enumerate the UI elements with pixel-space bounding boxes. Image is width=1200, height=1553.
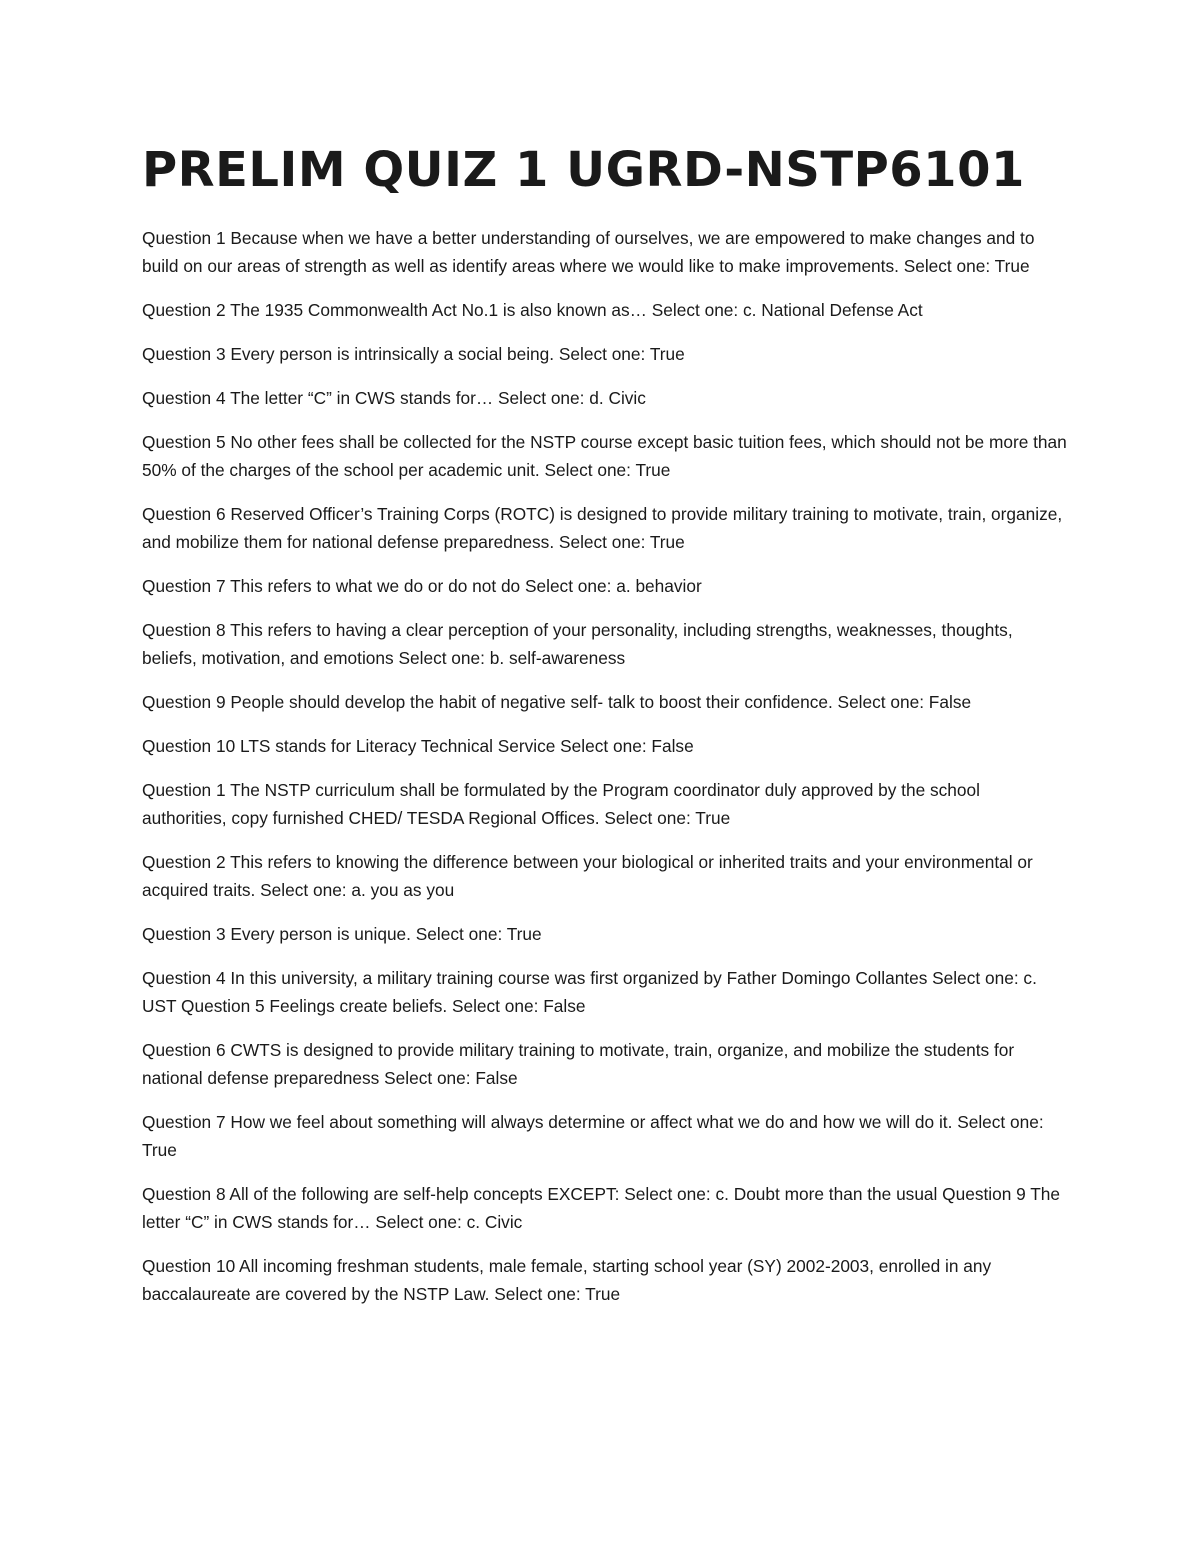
question-paragraph: Question 2 The 1935 Commonwealth Act No.1 is also known as… Select one: c. National Defense Act xyxy=(142,300,923,320)
question-paragraph: Question 9 People should develop the habit of negative self- talk to boost their confidence. Select one: False xyxy=(142,692,972,712)
question-paragraph: Question 7 How we feel about something will always determine or affect what we do and how we will do it. Select one: True xyxy=(142,1112,1044,1160)
question-paragraph: Question 1 Because when we have a better understanding of ourselves, we are empowered to make changes and to build on our areas of strength as well as identify areas where we would like to make improvements. Select one: True xyxy=(142,228,1035,276)
question-paragraph: Question 10 All incoming freshman students, male female, starting school year (SY) 2002-2003, enrolled in any baccalaureate are covered by the NSTP Law. Select one: True xyxy=(142,1256,992,1304)
question-paragraph: Question 2 This refers to knowing the difference between your biological or inherited traits and your environmental or acquired traits. Select one: a. you as you xyxy=(142,852,1033,900)
question-paragraph: Question 6 Reserved Officer’s Training Corps (ROTC) is designed to provide military training to motivate, train, organize, and mobilize them for national defense preparedness. Select one: True xyxy=(142,504,1063,552)
document-title: PRELIM QUIZ 1 UGRD-NSTP6101 xyxy=(142,142,1025,198)
question-paragraph: Question 3 Every person is unique. Select one: True xyxy=(142,924,542,944)
question-paragraph: Question 5 No other fees shall be collected for the NSTP course except basic tuition fees, which should not be more than 50% of the charges of the school per academic unit. Select one: True xyxy=(142,432,1067,480)
question-paragraph: Question 3 Every person is intrinsically a social being. Select one: True xyxy=(142,344,685,364)
question-paragraph: Question 8 All of the following are self-help concepts EXCEPT: Select one: c. Doubt more than the usual Question 9 The letter “C” in CWS stands for… Select one: c. Civic xyxy=(142,1184,1061,1232)
question-paragraph: Question 10 LTS stands for Literacy Technical Service Select one: False xyxy=(142,736,694,756)
question-paragraph: Question 6 CWTS is designed to provide military training to motivate, train, organize, and mobilize the students for national defense preparedness Select one: False xyxy=(142,1040,1015,1088)
question-paragraph: Question 7 This refers to what we do or do not do Select one: a. behavior xyxy=(142,576,702,596)
question-paragraph: Question 1 The NSTP curriculum shall be formulated by the Program coordinator duly approved by the school authorities, copy furnished CHED/ TESDA Regional Offices. Select one: True xyxy=(142,780,980,828)
document-page xyxy=(142,140,1067,1324)
question-paragraph: Question 8 This refers to having a clear perception of your personality, including strengths, weaknesses, thoughts, beliefs, motivation, and emotions Select one: b. self-awareness xyxy=(142,620,1013,668)
question-paragraph: Question 4 In this university, a military training course was first organized by Father Domingo Collantes Select one: c. UST Question 5 Feelings create beliefs. Select one: False xyxy=(142,968,1037,1016)
question-paragraph: Question 4 The letter “C” in CWS stands for… Select one: d. Civic xyxy=(142,388,646,408)
